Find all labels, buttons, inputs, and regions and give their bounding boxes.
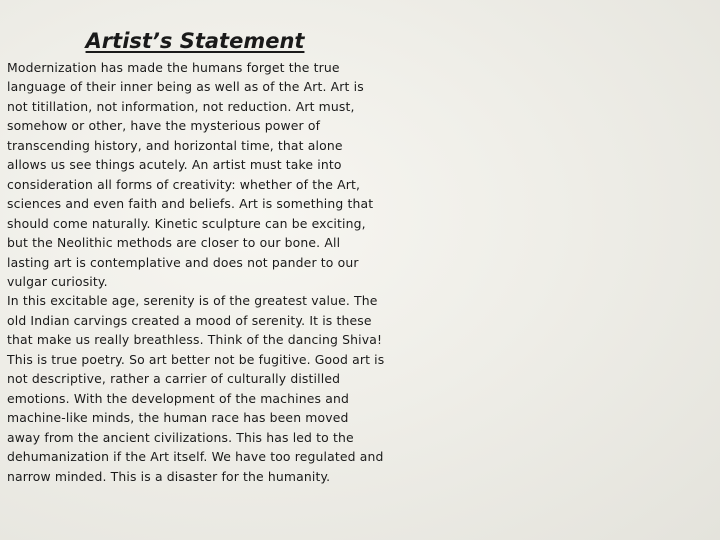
- statement-paragraph-1: Modernization has made the humans forget the true language of their inner being as well as of the Art. Art is not titillation, not information, not reduction. Art must, somehow or other, have the mysterious power of transcending history, and horizontal time, that alone allows us see things acutely. An artist must take into consideration all forms of creativity: whether of the Art, sciences and even faith and beliefs. Art is something that should come naturally. Kinetic sculpture can be exciting, but the Neolithic methods are closer to our bone. All lasting art is contemplative and does not pander to our vulgar curiosity.: [7, 60, 374, 289]
- statement-body: [7, 58, 385, 486]
- slide-title: Artist’s Statement: [85, 29, 305, 53]
- statement-paragraph-2: In this excitable age, serenity is of the greatest value. The old Indian carvings created a mood of serenity. It is these that make us really breathless. Think of the dancing Shiva! This is true poetry. So art better not be fugitive. Good art is not descriptive, rather a carrier of culturally distilled emotions. With the development of the machines and machine-like minds, the human race has been moved away from the ancient civilizations. This has led to the dehumanization if the Art itself. We have too regulated and narrow minded. This is a disaster for the humanity.: [7, 293, 385, 484]
